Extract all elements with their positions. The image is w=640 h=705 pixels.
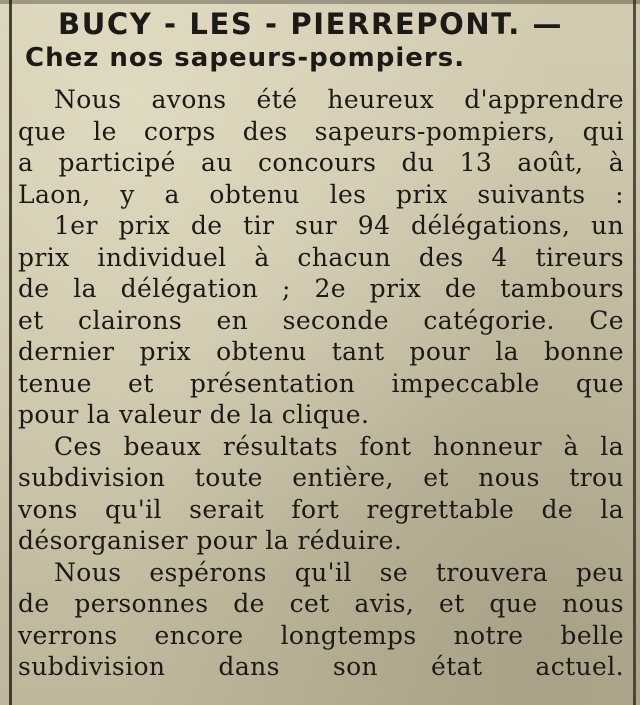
body-line: subdivision toute entière, et nous trou (18, 463, 624, 492)
body-line: a participé au concours du 13 août, à (18, 148, 624, 177)
body-line: Nous avons été heureux d'apprendre (54, 85, 624, 114)
body-line: Nous espérons qu'il se trouvera peu (54, 557, 624, 587)
article-body (18, 84, 624, 683)
body-line: subdivision dans son état actuel. (18, 652, 624, 681)
column-rule-right (633, 0, 636, 705)
body-line: Ces beaux résultats font honneur à la (54, 431, 624, 461)
body-line: 1er prix de tir sur 94 délégations, un (54, 211, 624, 240)
body-line: et clairons en seconde catégorie. Ce (18, 305, 624, 335)
body-line: vons qu'il serait fort regrettable de la (18, 494, 624, 524)
body-line: que le corps des sapeurs-pompiers, qui (18, 116, 624, 146)
body-line: de la délégation ; 2e prix de tambours (18, 274, 624, 303)
body-line: de personnes de cet avis, et que nous (18, 589, 624, 618)
body-line: tenue et présentation impeccable que (18, 368, 624, 398)
body-line: pour la valeur de la clique. (18, 400, 370, 429)
article-subhead: Chez nos sapeurs-pompiers. (25, 43, 466, 73)
column-rule-left (9, 0, 12, 705)
body-line: désorganiser pour la réduire. (18, 526, 403, 555)
body-line: verrons encore longtemps notre belle (18, 620, 624, 650)
body-line: dernier prix obtenu tant pour la bonne (18, 337, 624, 366)
body-line: prix individuel à chacun des 4 tireurs (18, 242, 624, 272)
body-line: Laon, y a obtenu les prix suivants : (18, 179, 624, 209)
paper-top-edge (0, 0, 640, 4)
article-headline: BUCY - LES - PIERREPONT. — (58, 7, 564, 41)
